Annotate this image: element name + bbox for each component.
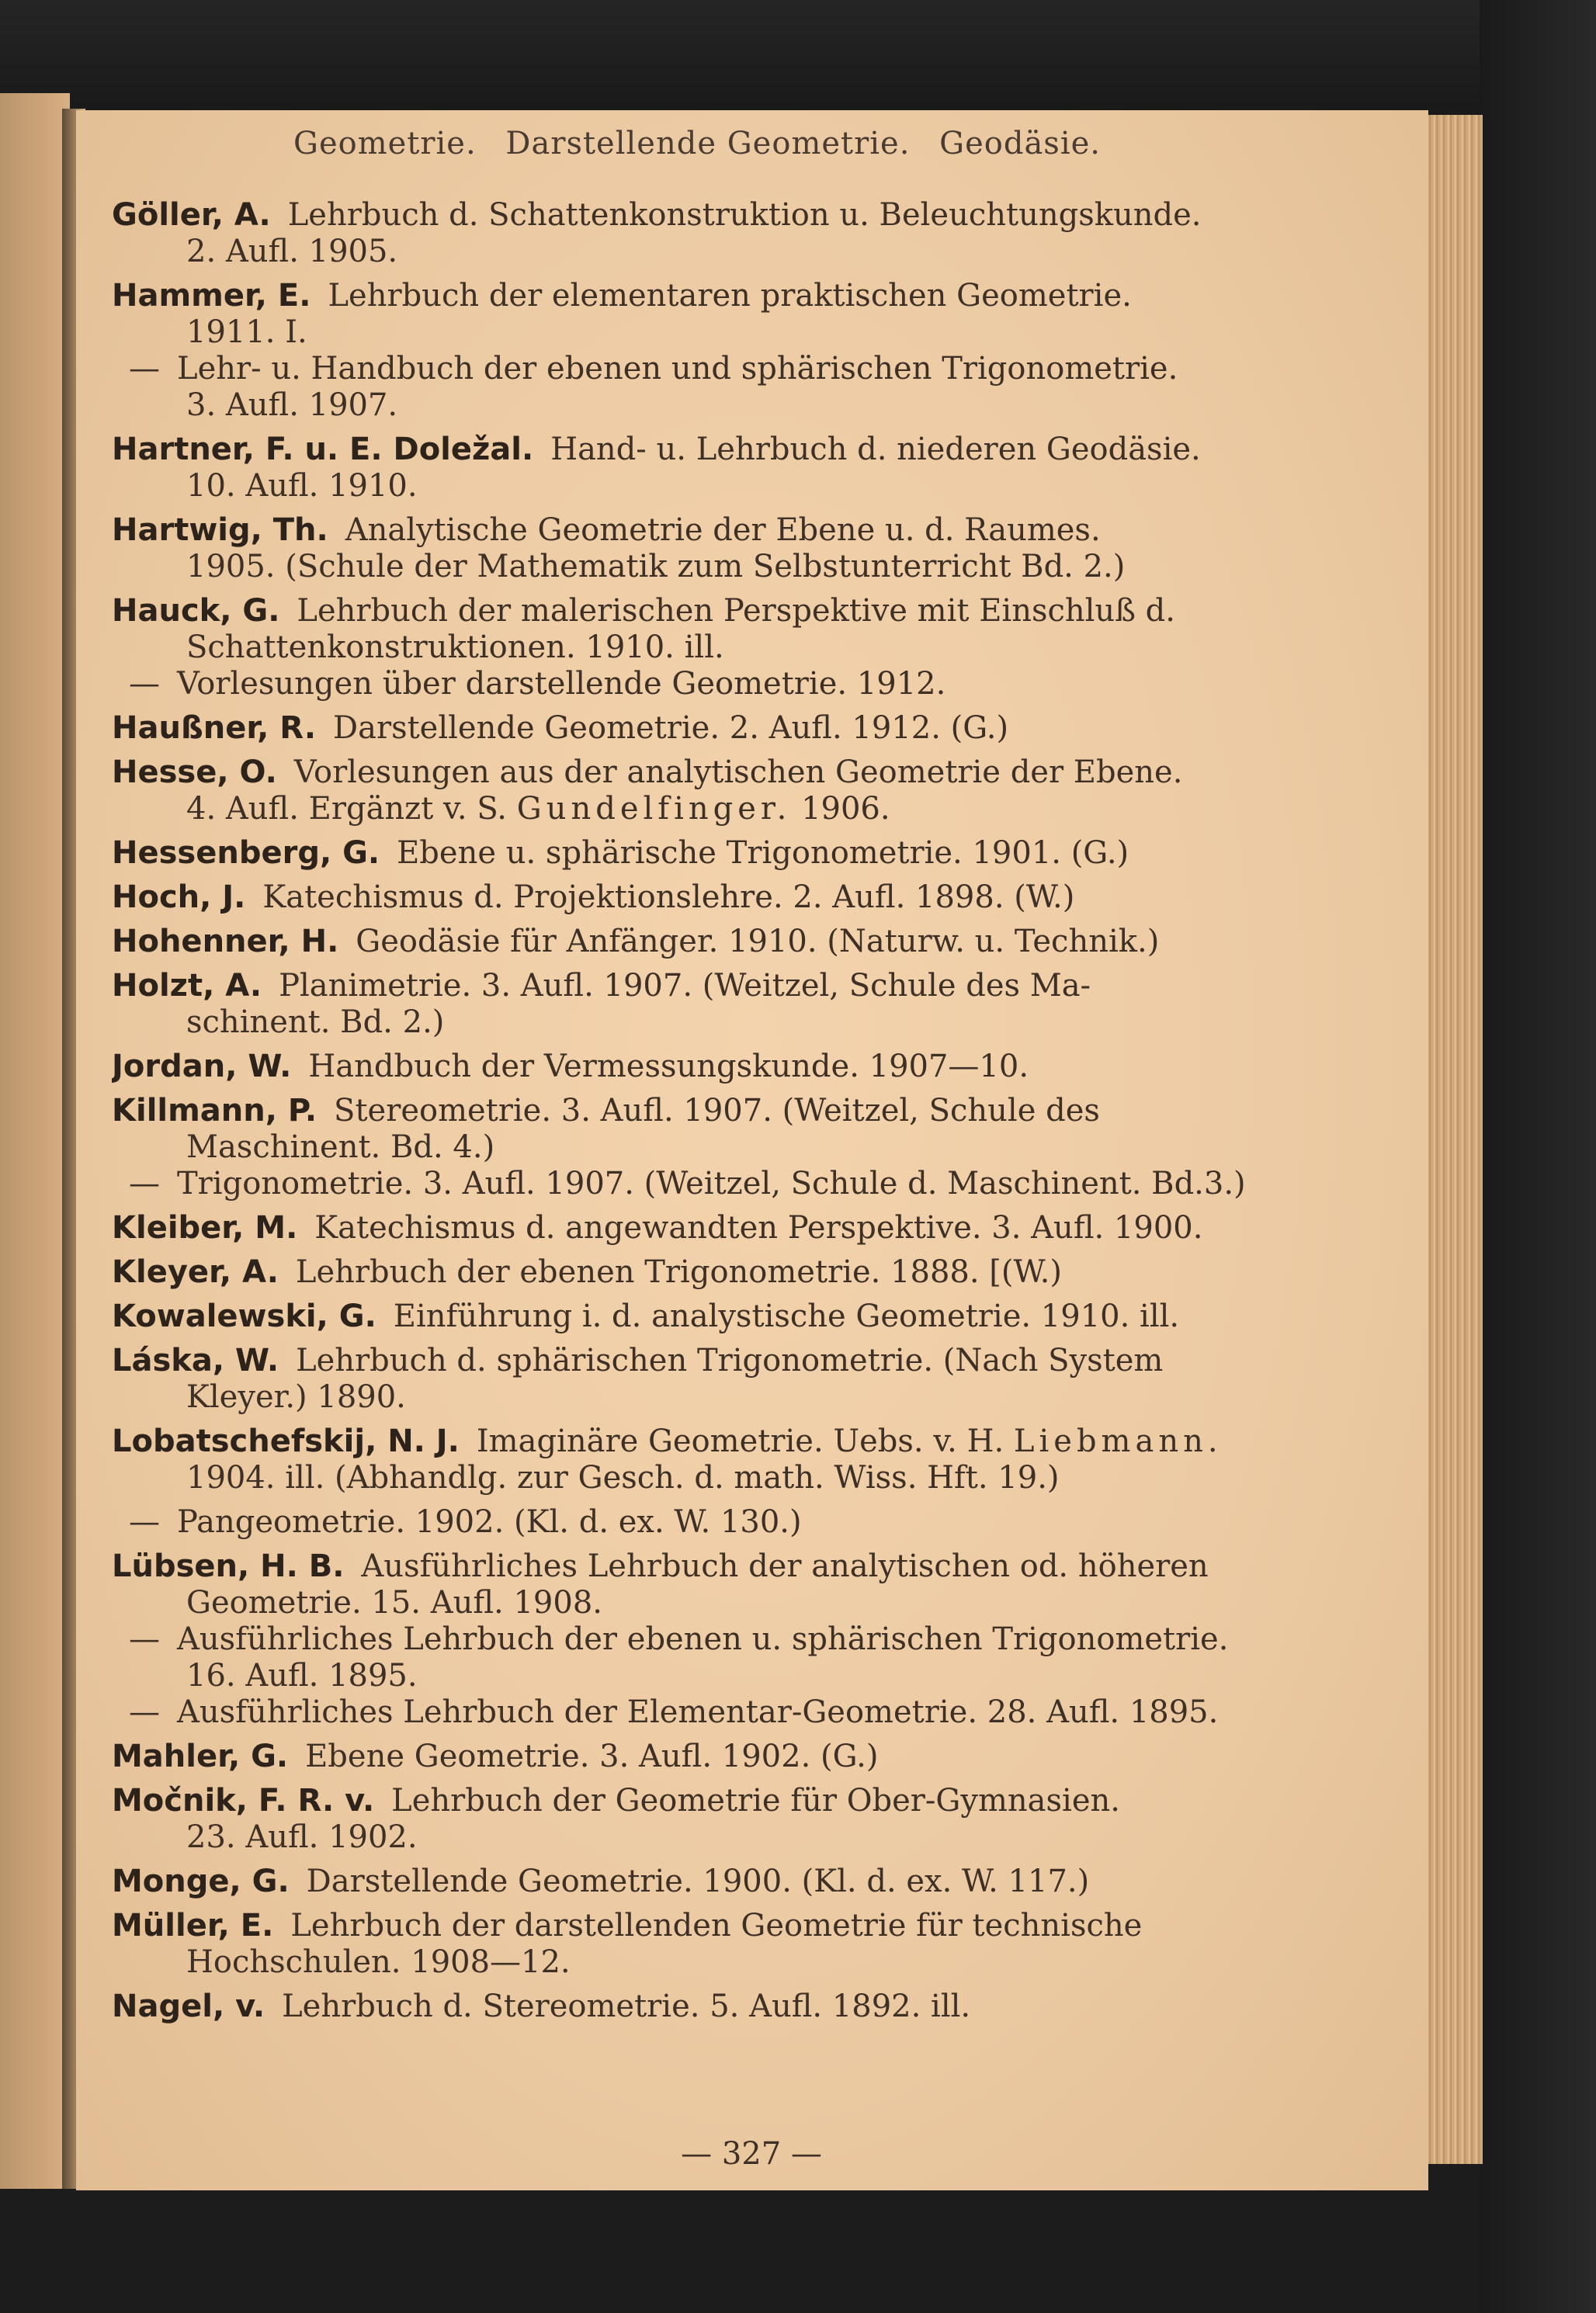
entry-text: 4. Aufl. Ergänzt v. S. (186, 791, 508, 827)
entry-line (112, 549, 1352, 585)
entry-text: Ebene u. sphärische Trigonometrie. 1901. (G.) (397, 835, 1129, 871)
entry-line (112, 1254, 1352, 1291)
entry-line (112, 924, 1352, 960)
entry-text: 1906. (801, 791, 890, 827)
entry-line (112, 1004, 1352, 1041)
author-name: Kleiber, M. (112, 1210, 298, 1246)
entry-line (112, 1585, 1352, 1621)
entry-line (112, 1299, 1352, 1335)
ditto-dash: — (129, 1694, 160, 1730)
author-name: Hammer, E. (112, 278, 311, 314)
entry-text: 16. Aufl. 1895. (186, 1658, 418, 1694)
author-name: Haußner, R. (112, 710, 317, 746)
author-name: Hessenberg, G. (112, 835, 380, 871)
entry-line (112, 968, 1352, 1004)
author-name: Hauck, G. (112, 593, 280, 629)
entry-text: Vorlesungen über darstellende Geometrie. 1912. (177, 666, 946, 702)
bibliography-entry (112, 1049, 1352, 1085)
bibliography-list (112, 197, 1352, 2033)
entry-line (112, 1093, 1352, 1129)
author-name: Göller, A. (112, 197, 271, 233)
author-name: Lübsen, H. B. (112, 1548, 345, 1584)
bibliography-entry (112, 1908, 1352, 1981)
author-name: Mahler, G. (112, 1739, 289, 1774)
author-name: Kleyer, A. (112, 1254, 279, 1290)
entry-text: Analytische Geometrie der Ebene u. d. Raumes. (345, 512, 1101, 548)
ditto-dash: — (129, 351, 160, 387)
entry-text: Stereometrie. 3. Aufl. 1907. (Weitzel, Schule des (334, 1093, 1100, 1129)
entry-text: Ausführliches Lehrbuch der ebenen u. sphärischen Trigonometrie. (177, 1621, 1229, 1657)
bibliography-entry (112, 278, 1352, 424)
entry-text: Ausführliches Lehrbuch der analytischen od. höheren (361, 1548, 1209, 1584)
entry-line (112, 1819, 1352, 1856)
entry-text: Geometrie. 15. Aufl. 1908. (186, 1585, 602, 1621)
entry-line (112, 754, 1352, 791)
bibliography-entry (112, 1548, 1352, 1731)
entry-text: Einführung i. d. analystische Geometrie. 1910. ill. (393, 1299, 1180, 1334)
entry-line (112, 1424, 1352, 1460)
book-cover-right (1480, 0, 1596, 2313)
entry-text: schinent. Bd. 2.) (186, 1004, 445, 1040)
entry-line (112, 234, 1352, 270)
bibliography-entry (112, 879, 1352, 916)
page-number: — 327 — (681, 2136, 822, 2172)
author-name: Kowalewski, G. (112, 1299, 376, 1334)
entry-text: 23. Aufl. 1902. (186, 1819, 418, 1855)
entry-line (112, 1504, 1352, 1541)
bibliography-entry (112, 1254, 1352, 1291)
entry-line (112, 1694, 1352, 1731)
entry-line (112, 1049, 1352, 1085)
entry-text: Ebene Geometrie. 3. Aufl. 1902. (G.) (305, 1739, 879, 1774)
book-page (76, 110, 1428, 2190)
entry-text: Schattenkonstruktionen. 1910. ill. (186, 629, 724, 665)
ditto-dash: — (129, 1504, 160, 1540)
entry-line (112, 1864, 1352, 1900)
entry-text: 1905. (Schule der Mathematik zum Selbstunterricht Bd. 2.) (186, 549, 1126, 584)
bibliography-entry (112, 1343, 1352, 1416)
bibliography-entry (112, 197, 1352, 270)
bibliography-entry (112, 1783, 1352, 1856)
entry-text: Planimetrie. 3. Aufl. 1907. (Weitzel, Schule des Ma- (279, 968, 1091, 1004)
entry-line (112, 1739, 1352, 1775)
entry-text: Katechismus d. angewandten Perspektive. 3. Aufl. 1900. (314, 1210, 1203, 1246)
entry-text: Katechismus d. Projektionslehre. 2. Aufl. 1898. (W.) (262, 879, 1075, 915)
bibliography-entry (112, 512, 1352, 585)
entry-line (112, 835, 1352, 872)
entry-text: Imaginäre Geometrie. Uebs. v. H. (476, 1424, 1004, 1459)
author-name: Killmann, P. (112, 1093, 317, 1129)
running-head (293, 126, 1225, 161)
author-name: Hartner, F. u. E. Doležal. (112, 432, 534, 467)
previous-page-edge (0, 93, 70, 2189)
entry-text: Lehrbuch der malerischen Perspektive mit Einschluß d. (297, 593, 1175, 629)
entry-line (112, 1908, 1352, 1944)
entry-text: Lehrbuch der Geometrie für Ober-Gymnasien. (391, 1783, 1120, 1819)
bibliography-entry (112, 968, 1352, 1041)
entry-line (112, 666, 1352, 702)
entry-line (112, 197, 1352, 234)
entry-text: Trigonometrie. 3. Aufl. 1907. (Weitzel, Schule d. Maschinent. Bd.3.) (177, 1166, 1246, 1202)
entry-text: Lehrbuch d. Stereometrie. 5. Aufl. 1892. ill. (282, 1989, 971, 2024)
author-name: Nagel, v. (112, 1989, 265, 2024)
entry-line (112, 1166, 1352, 1202)
bibliography-entry (112, 1299, 1352, 1335)
entry-text: 3. Aufl. 1907. (186, 387, 398, 423)
author-name: Hartwig, Th. (112, 512, 328, 548)
entry-line (112, 1210, 1352, 1247)
entry-text: Lehrbuch d. Schattenkonstruktion u. Beleuchtungskunde. (287, 197, 1202, 233)
entry-text: Lehrbuch der ebenen Trigonometrie. 1888. [(W.) (295, 1254, 1062, 1290)
entry-line (112, 1989, 1352, 2025)
entry-text: Maschinent. Bd. 4.) (186, 1129, 495, 1165)
entry-line (112, 278, 1352, 314)
running-head-part: Darstellende Geometrie. (505, 126, 911, 161)
entry-text: Handbuch der Vermessungskunde. 1907—10. (308, 1049, 1029, 1084)
author-name: Monge, G. (112, 1864, 290, 1899)
bibliography-entry (112, 1989, 1352, 2025)
book-cover-top (0, 0, 1596, 116)
entry-text: 2. Aufl. 1905. (186, 234, 398, 269)
bibliography-entry (112, 593, 1352, 702)
entry-text: Hochschulen. 1908—12. (186, 1944, 571, 1980)
bibliography-entry (112, 1864, 1352, 1900)
entry-line (112, 351, 1352, 387)
entry-line (112, 387, 1352, 424)
author-name: Hoch, J. (112, 879, 246, 915)
author-name: Hesse, O. (112, 754, 277, 790)
bibliography-entry (112, 432, 1352, 505)
author-name: Müller, E. (112, 1908, 274, 1944)
entry-text: 10. Aufl. 1910. (186, 468, 418, 504)
spaced-name: Liebmann. (1013, 1424, 1223, 1459)
author-name: Hohenner, H. (112, 924, 339, 959)
bibliography-entry (112, 1739, 1352, 1775)
bibliography-entry (112, 710, 1352, 747)
author-name: Jordan, W. (112, 1049, 292, 1084)
entry-line (112, 1343, 1352, 1379)
entry-text: Lehrbuch der darstellenden Geometrie für technische (290, 1908, 1143, 1944)
author-name: Holzt, A. (112, 968, 262, 1004)
entry-line (112, 879, 1352, 916)
bibliography-entry (112, 1210, 1352, 1247)
entry-line (112, 1460, 1352, 1496)
entry-text: Lehrbuch der elementaren praktischen Geometrie. (328, 278, 1132, 314)
bibliography-entry (112, 835, 1352, 872)
ditto-dash: — (129, 1621, 160, 1657)
bibliography-entry (112, 1093, 1352, 1202)
entry-text: Hand- u. Lehrbuch d. niederen Geodäsie. (550, 432, 1201, 467)
entry-text: Ausführliches Lehrbuch der Elementar-Geometrie. 28. Aufl. 1895. (177, 1694, 1219, 1730)
author-name: Lobatschefskij, N. J. (112, 1424, 460, 1459)
entry-text: Vorlesungen aus der analytischen Geometrie der Ebene. (293, 754, 1183, 790)
entry-line (112, 1621, 1352, 1658)
entry-line (112, 1129, 1352, 1166)
entry-line (112, 512, 1352, 549)
entry-line (112, 791, 1352, 827)
entry-text: Pangeometrie. 1902. (Kl. d. ex. W. 130.) (177, 1504, 802, 1540)
entry-line (112, 432, 1352, 468)
bibliography-entry (112, 1424, 1352, 1496)
ditto-dash: — (129, 666, 160, 702)
author-name: Močnik, F. R. v. (112, 1783, 375, 1819)
running-head-part: Geometrie. (293, 126, 477, 161)
entry-line (112, 468, 1352, 505)
spaced-name: Gundelfinger. (516, 791, 792, 827)
entry-line (112, 1658, 1352, 1694)
bibliography-entry (112, 1504, 1352, 1541)
entry-text: 1904. ill. (Abhandlg. zur Gesch. d. math. Wiss. Hft. 19.) (186, 1460, 1060, 1496)
entry-line (112, 1783, 1352, 1819)
entry-text: Kleyer.) 1890. (186, 1379, 406, 1415)
entry-text: Darstellende Geometrie. 1900. (Kl. d. ex. W. 117.) (306, 1864, 1090, 1899)
entry-text: Lehr- u. Handbuch der ebenen und sphärischen Trigonometrie. (177, 351, 1178, 387)
entry-line (112, 710, 1352, 747)
entry-text: Darstellende Geometrie. 2. Aufl. 1912. (G.) (333, 710, 1009, 746)
author-name: Láska, W. (112, 1343, 279, 1378)
entry-line (112, 1548, 1352, 1585)
entry-line (112, 1944, 1352, 1981)
ditto-dash: — (129, 1166, 160, 1202)
bibliography-entry (112, 754, 1352, 827)
entry-text: Lehrbuch d. sphärischen Trigonometrie. (Nach System (296, 1343, 1164, 1378)
entry-line (112, 1379, 1352, 1416)
bibliography-entry (112, 924, 1352, 960)
running-head-part: Geodäsie. (939, 126, 1102, 161)
entry-text: 1911. I. (186, 314, 307, 350)
entry-line (112, 314, 1352, 351)
entry-line (112, 629, 1352, 666)
entry-line (112, 593, 1352, 629)
entry-text: Geodäsie für Anfänger. 1910. (Naturw. u. Technik.) (356, 924, 1160, 959)
